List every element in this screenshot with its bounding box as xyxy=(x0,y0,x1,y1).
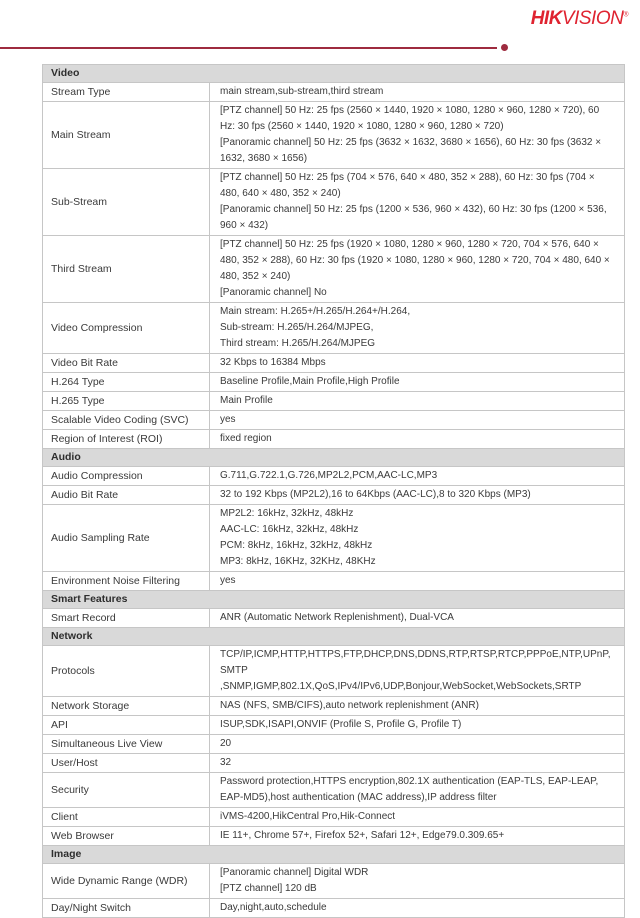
spec-value xyxy=(209,899,624,917)
spec-value xyxy=(209,808,624,826)
section-header-network: Network xyxy=(43,628,624,646)
spec-value-line: Main stream: H.265+/H.265/H.264+/H.264, xyxy=(220,306,411,317)
spec-label: Security xyxy=(51,784,89,796)
spec-value-line: Password protection,HTTPS encryption,802.1X authentication (EAP-TLS, EAP-LEAP, EAP-MD5),host authentication (MAC address),IP address filter xyxy=(220,776,599,803)
spec-value-line: Day,night,auto,schedule xyxy=(220,902,327,913)
spec-value xyxy=(209,773,624,807)
spec-label: Smart Record xyxy=(51,612,116,624)
section-header-smart-features: Smart Features xyxy=(43,591,624,609)
spec-label: Protocols xyxy=(51,665,95,677)
spec-value-line: PCM: 8kHz, 16kHz, 32kHz, 48kHz xyxy=(220,540,373,551)
spec-label: Main Stream xyxy=(51,129,111,141)
spec-value xyxy=(209,102,624,168)
spec-label: Video Bit Rate xyxy=(51,357,118,369)
header-divider-rule xyxy=(0,47,497,49)
spec-value-line: Baseline Profile,Main Profile,High Profile xyxy=(220,376,400,387)
spec-row xyxy=(43,411,624,430)
spec-value-line: yes xyxy=(220,575,236,586)
spec-value xyxy=(209,83,624,101)
spec-label: User/Host xyxy=(51,757,98,769)
header-divider-dot-icon xyxy=(501,44,508,51)
spec-value-line: 20 xyxy=(220,738,232,749)
spec-value xyxy=(209,373,624,391)
spec-label: Region of Interest (ROI) xyxy=(51,433,163,445)
spec-label: Audio Compression xyxy=(51,470,143,482)
spec-value xyxy=(209,827,624,845)
spec-row xyxy=(43,827,624,846)
spec-value-line: [PTZ channel] 50 Hz: 25 fps (704 × 576, 640 × 480, 352 × 288), 60 Hz: 30 fps (704 × 480, 640 × 480, 352 × 240) xyxy=(220,172,595,199)
spec-row xyxy=(43,430,624,449)
spec-row xyxy=(43,102,624,169)
spec-row xyxy=(43,505,624,572)
registered-trademark-icon: ® xyxy=(623,11,628,19)
spec-value-line: IE 11+, Chrome 57+, Firefox 52+, Safari 12+, Edge79.0.309.65+ xyxy=(220,830,505,841)
spec-value xyxy=(209,392,624,410)
spec-value-line: ANR (Automatic Network Replenishment), Dual-VCA xyxy=(220,612,454,623)
spec-label: Scalable Video Coding (SVC) xyxy=(51,414,189,426)
spec-value xyxy=(209,697,624,715)
spec-value xyxy=(209,486,624,504)
spec-value xyxy=(209,354,624,372)
spec-label: H.265 Type xyxy=(51,395,105,407)
spec-value-line: Third stream: H.265/H.264/MJPEG xyxy=(220,338,376,349)
logo-vision-text: VISION xyxy=(561,8,624,29)
spec-value-line: yes xyxy=(220,414,236,425)
spec-label: Web Browser xyxy=(51,830,114,842)
spec-value xyxy=(209,572,624,590)
spec-value-line: MP2L2: 16kHz, 32kHz, 48kHz xyxy=(220,508,354,519)
spec-value xyxy=(209,609,624,627)
spec-value-line: TCP/IP,ICMP,HTTP,HTTPS,FTP,DHCP,DNS,DDNS,RTP,RTSP,RTCP,PPPoE,NTP,UPnP,SMTP xyxy=(220,649,611,676)
spec-label: Day/Night Switch xyxy=(51,902,131,914)
spec-value-line: MP3: 8kHz, 16KHz, 32KHz, 48KHz xyxy=(220,556,376,567)
spec-label: Sub-Stream xyxy=(51,196,108,208)
spec-label: Network Storage xyxy=(51,700,130,712)
spec-value xyxy=(209,236,624,302)
spec-label: Wide Dynamic Range (WDR) xyxy=(51,875,188,887)
spec-label: Client xyxy=(51,811,78,823)
spec-table xyxy=(42,64,625,918)
section-header-image: Image xyxy=(43,846,624,864)
spec-label: Environment Noise Filtering xyxy=(51,575,180,587)
spec-row xyxy=(43,646,624,697)
spec-value xyxy=(209,864,624,898)
spec-value xyxy=(209,169,624,235)
spec-value-line: AAC-LC: 16kHz, 32kHz, 48kHz xyxy=(220,524,359,535)
spec-label: Audio Bit Rate xyxy=(51,489,119,501)
spec-value xyxy=(209,754,624,772)
spec-value xyxy=(209,505,624,571)
spec-value-line: 32 Kbps to 16384 Mbps xyxy=(220,357,326,368)
spec-row xyxy=(43,303,624,354)
spec-row xyxy=(43,808,624,827)
spec-label: Audio Sampling Rate xyxy=(51,532,150,544)
spec-label: Stream Type xyxy=(51,86,111,98)
spec-row xyxy=(43,486,624,505)
spec-value-line: G.711,G.722.1,G.726,MP2L2,PCM,AAC-LC,MP3 xyxy=(220,470,438,481)
spec-value-line: [Panoramic channel] 50 Hz: 25 fps (1200 × 536, 960 × 432), 60 Hz: 30 fps (1200 × 536, 960 × 432) xyxy=(220,204,607,231)
spec-row xyxy=(43,392,624,411)
spec-label: API xyxy=(51,719,68,731)
spec-value xyxy=(209,646,624,696)
spec-row xyxy=(43,467,624,486)
spec-value-line: [Panoramic channel] 50 Hz: 25 fps (3632 × 1632, 3680 × 1656), 60 Hz: 30 fps (3632 × 1632, 3680 × 1656) xyxy=(220,137,602,164)
spec-row xyxy=(43,609,624,628)
spec-value-line: 32 xyxy=(220,757,232,768)
spec-value-line: Sub-stream: H.265/H.264/MJPEG, xyxy=(220,322,374,333)
spec-value-line: fixed region xyxy=(220,433,272,444)
spec-label: Third Stream xyxy=(51,263,112,275)
spec-value-line: ,SNMP,IGMP,802.1X,QoS,IPv4/IPv6,UDP,Bonjour,WebSocket,WebSockets,SRTP xyxy=(220,681,582,692)
spec-row xyxy=(43,373,624,392)
spec-value xyxy=(209,467,624,485)
spec-value xyxy=(209,411,624,429)
spec-value-line: ISUP,SDK,ISAPI,ONVIF (Profile S, Profile G, Profile T) xyxy=(220,719,462,730)
spec-value-line: iVMS-4200,HikCentral Pro,Hik-Connect xyxy=(220,811,396,822)
spec-row xyxy=(43,354,624,373)
spec-value-line: [Panoramic channel] Digital WDR xyxy=(220,867,369,878)
spec-label: H.264 Type xyxy=(51,376,105,388)
spec-value xyxy=(209,303,624,353)
spec-row xyxy=(43,169,624,236)
spec-value-line: NAS (NFS, SMB/CIFS),auto network replenishment (ANR) xyxy=(220,700,479,711)
spec-row xyxy=(43,773,624,808)
spec-row xyxy=(43,735,624,754)
hikvision-logo xyxy=(531,8,628,30)
spec-value-line: Main Profile xyxy=(220,395,273,406)
spec-row xyxy=(43,754,624,773)
spec-row xyxy=(43,899,624,918)
spec-row xyxy=(43,716,624,735)
spec-value-line: 32 to 192 Kbps (MP2L2),16 to 64Kbps (AAC-LC),8 to 320 Kbps (MP3) xyxy=(220,489,531,500)
spec-value xyxy=(209,430,624,448)
spec-value-line: [PTZ channel] 50 Hz: 25 fps (2560 × 1440, 1920 × 1080, 1280 × 960, 1280 × 720), 60 Hz: 30 fps (2560 × 1440, 1920 × 1080, 1280 × 960, 1280 × 720) xyxy=(220,105,600,132)
section-header-audio: Audio xyxy=(43,449,624,467)
spec-label: Video Compression xyxy=(51,322,143,334)
spec-value-line: [PTZ channel] 50 Hz: 25 fps (1920 × 1080, 1280 × 960, 1280 × 720, 704 × 576, 640 × 480, 352 × 288), 60 Hz: 30 fps (1920 × 1080, 1280 × 960, 1280 × 720, 704 × 480, 640 × 480, 352 × 240) xyxy=(220,239,610,282)
spec-row xyxy=(43,236,624,303)
spec-value-line: [Panoramic channel] No xyxy=(220,287,327,298)
spec-row xyxy=(43,864,624,899)
spec-value-line: [PTZ channel] 120 dB xyxy=(220,883,317,894)
spec-label: Simultaneous Live View xyxy=(51,738,163,750)
spec-row xyxy=(43,83,624,102)
logo-hik-text: HIK xyxy=(530,8,562,29)
spec-row xyxy=(43,697,624,716)
spec-value xyxy=(209,735,624,753)
spec-value-line: main stream,sub-stream,third stream xyxy=(220,86,384,97)
spec-row xyxy=(43,572,624,591)
spec-value xyxy=(209,716,624,734)
section-header-video: Video xyxy=(43,65,624,83)
